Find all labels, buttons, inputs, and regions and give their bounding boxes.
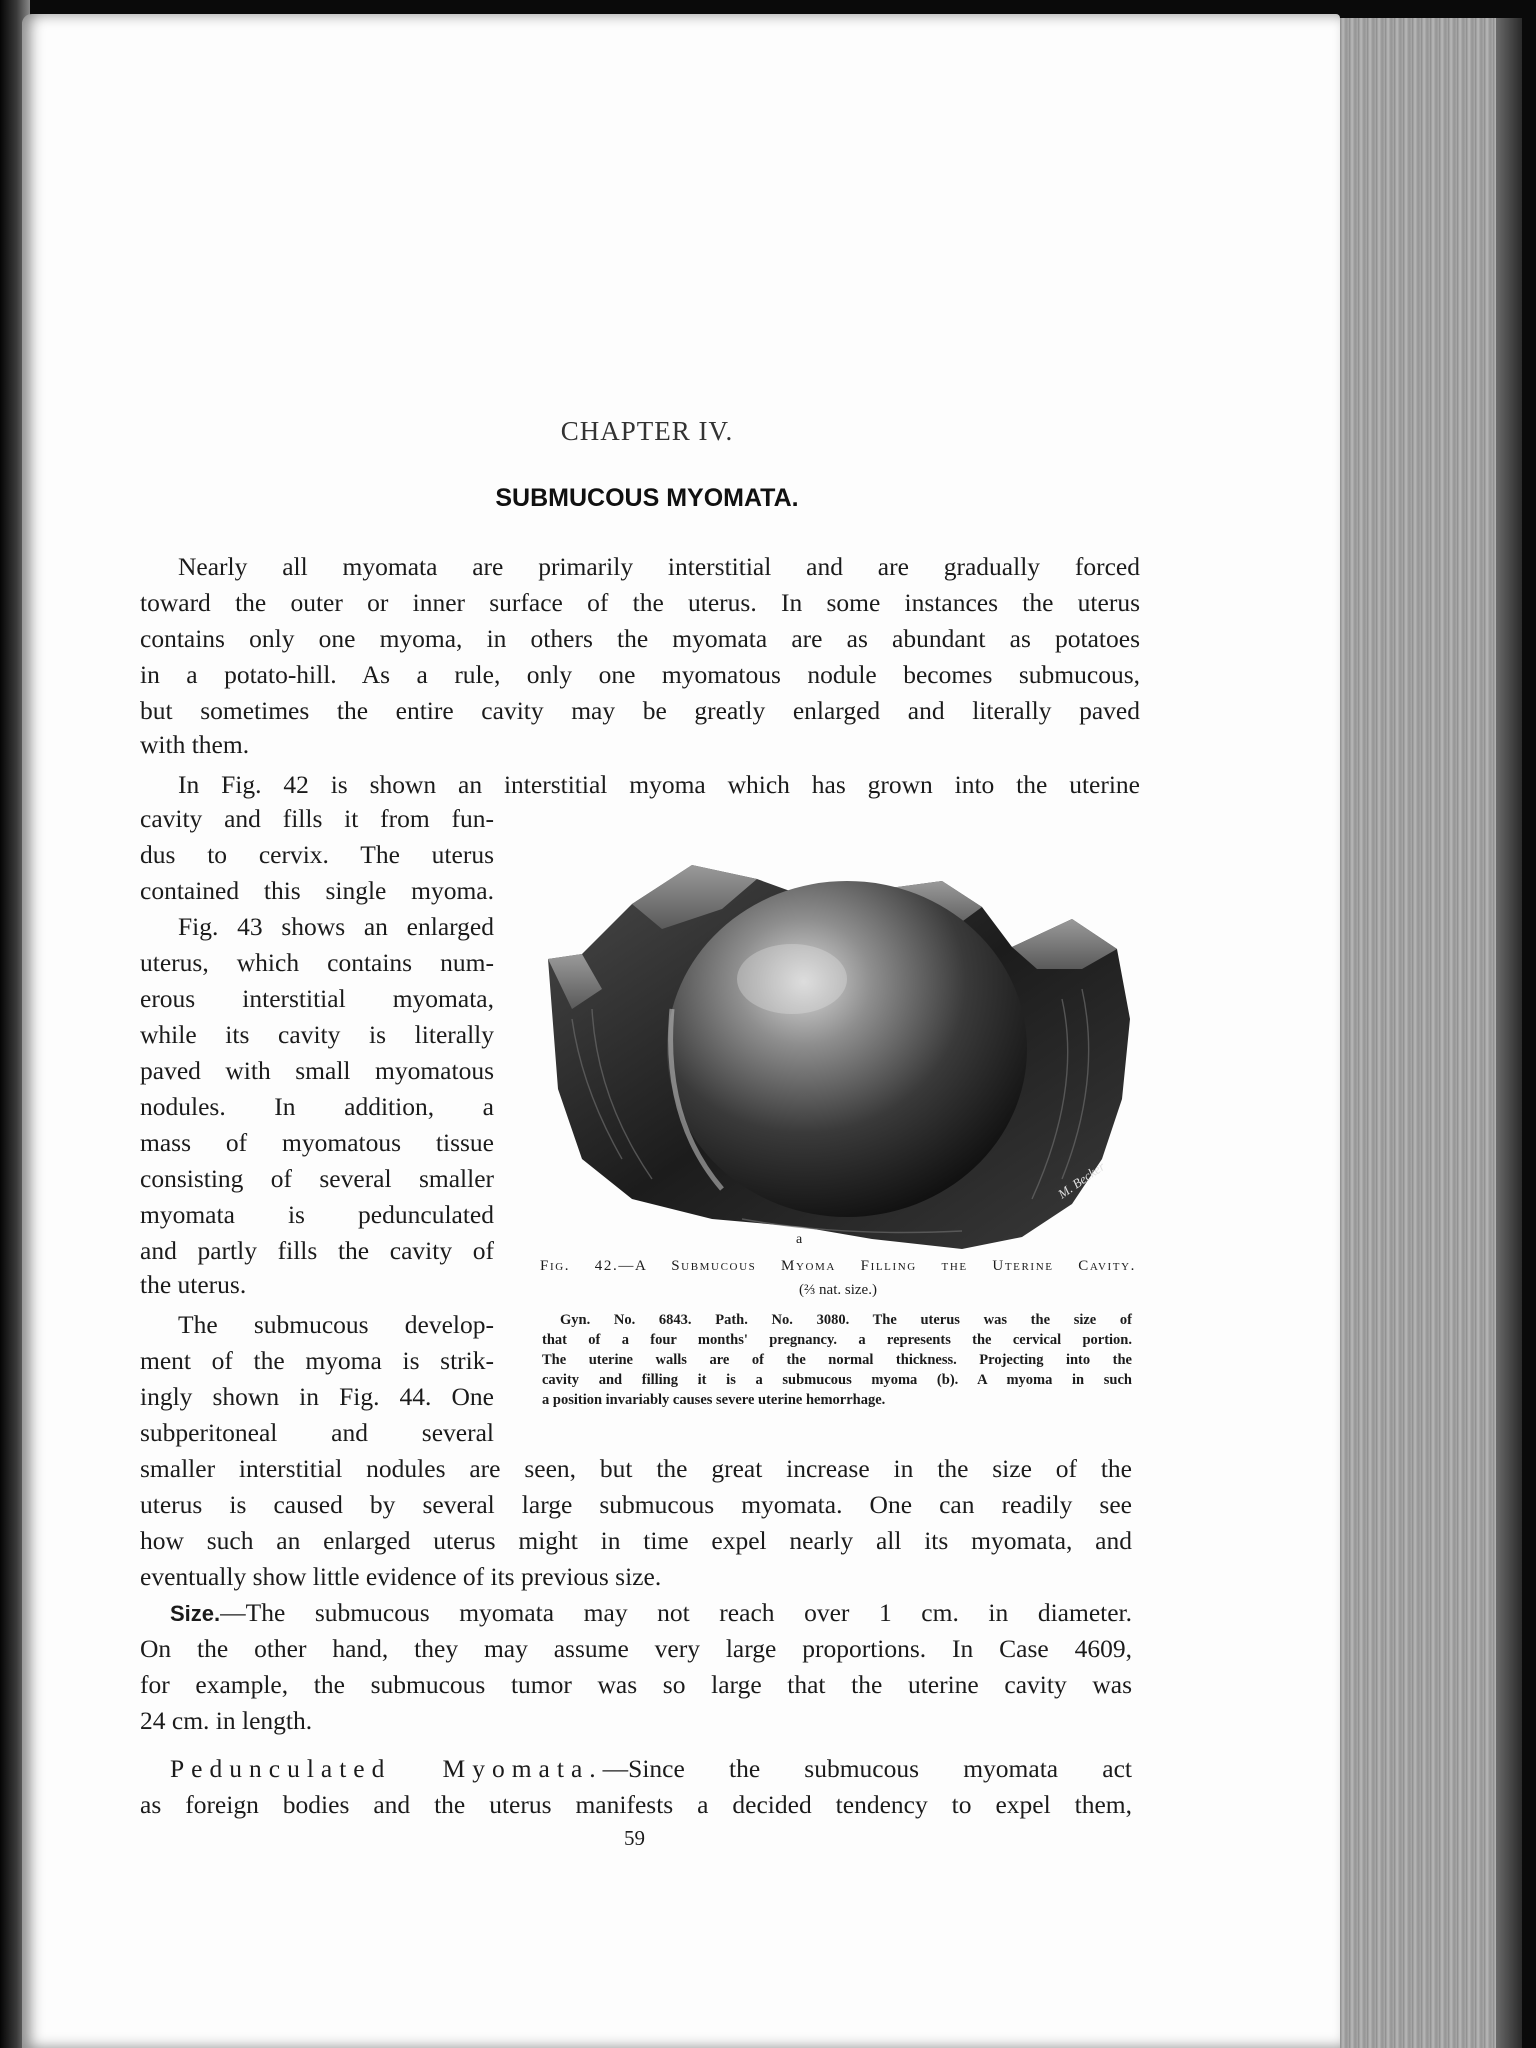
pedunculated-heading: Pedunculated Myomata. <box>170 1754 603 1783</box>
text-line: cavity and fills it from fun- <box>140 804 494 833</box>
text-line: with them. <box>140 730 250 759</box>
page-number: 59 <box>624 1826 645 1850</box>
text-line: contained this single myoma. <box>140 876 494 905</box>
text-line: eventually show little evidence of its previous size. <box>140 1562 662 1591</box>
text-line: smaller interstitial nodules are seen, but the great increase in the size of the <box>140 1454 1132 1483</box>
text-line: mass of myomatous tissue <box>140 1128 494 1157</box>
figure-caption: Fig. 42.—A Submucous Myoma Filling the Uterine Cavity. <box>540 1258 1136 1274</box>
text-line: 24 cm. in length. <box>140 1706 313 1735</box>
size-text: —The submucous myomata may not reach over 1 cm. in diameter. <box>220 1598 1132 1627</box>
text-line: for example, the submucous tumor was so large that the uterine cavity was <box>140 1670 1132 1699</box>
figure-scale: (⅔ nat. size.) <box>799 1282 877 1298</box>
text-line: Fig. 43 shows an enlarged <box>178 912 494 941</box>
text-line: erous interstitial myomata, <box>140 984 494 1013</box>
text-line: while its cavity is literally <box>140 1020 494 1049</box>
text-line: as foreign bodies and the uterus manifests a decided tendency to expel them, <box>140 1790 1132 1819</box>
chapter-title: SUBMUCOUS MYOMATA. <box>495 484 799 512</box>
text-line: Nearly all myomata are primarily interstitial and are gradually forced <box>178 552 1140 581</box>
page-edges <box>1322 18 1522 2048</box>
text-line: dus to cervix. The uterus <box>140 840 494 869</box>
text-line: subperitoneal and several <box>140 1418 494 1447</box>
size-heading: Size. <box>170 1601 221 1626</box>
illustrator-signature: M. Becker <box>1055 1158 1108 1202</box>
text-line: toward the outer or inner surface of the uterus. In some instances the uterus <box>140 588 1140 617</box>
text-line: ingly shown in Fig. 44. One <box>140 1382 494 1411</box>
figure-note-line: The uterine walls are of the normal thickness. Projecting into the <box>542 1352 1132 1368</box>
text-line: The submucous develop- <box>178 1310 494 1339</box>
text-line: uterus is caused by several large submucous myomata. One can readily see <box>140 1490 1132 1519</box>
text-line: uterus, which contains num- <box>140 948 494 977</box>
chapter-heading: CHAPTER IV. <box>560 416 734 446</box>
figure-note-line: cavity and filling it is a submucous myoma (b). A myoma in such <box>542 1372 1132 1388</box>
text-line: but sometimes the entire cavity may be greatly enlarged and literally paved <box>140 696 1140 725</box>
text-line: In Fig. 42 is shown an interstitial myoma which has grown into the uterine <box>178 770 1140 799</box>
figure-note-line: a position invariably causes severe uterine hemorrhage. <box>542 1392 886 1408</box>
figure-label-a: a <box>796 1232 803 1247</box>
figure-note-line: that of a four months' pregnancy. a represents the cervical portion. <box>542 1332 1132 1348</box>
text-line: paved with small myomatous <box>140 1056 494 1085</box>
text-line: the uterus. <box>140 1270 247 1299</box>
text-line: consisting of several smaller <box>140 1164 494 1193</box>
text-line: On the other hand, they may assume very large proportions. In Case 4609, <box>140 1634 1132 1663</box>
pedunculated-paragraph-first-line <box>170 1754 1132 1784</box>
text-line: and partly fills the cavity of <box>140 1236 494 1265</box>
text-line: ment of the myoma is strik- <box>140 1346 494 1375</box>
text-line: nodules. In addition, a <box>140 1092 494 1121</box>
myoma-illustration <box>542 859 1132 1254</box>
size-paragraph-first-line <box>170 1598 1132 1629</box>
text-line: contains only one myoma, in others the myomata are as abundant as potatoes <box>140 624 1140 653</box>
figure-note-line: Gyn. No. 6843. Path. No. 3080. The uterus was the size of <box>560 1312 1132 1328</box>
pedunculated-text: —Since the submucous myomata act <box>602 1754 1132 1783</box>
text-line: myomata is pedunculated <box>140 1200 494 1229</box>
text-line: how such an enlarged uterus might in time expel nearly all its myomata, and <box>140 1526 1132 1555</box>
book-page <box>22 14 1340 2048</box>
text-line: in a potato-hill. As a rule, only one myomatous nodule becomes submucous, <box>140 660 1140 689</box>
